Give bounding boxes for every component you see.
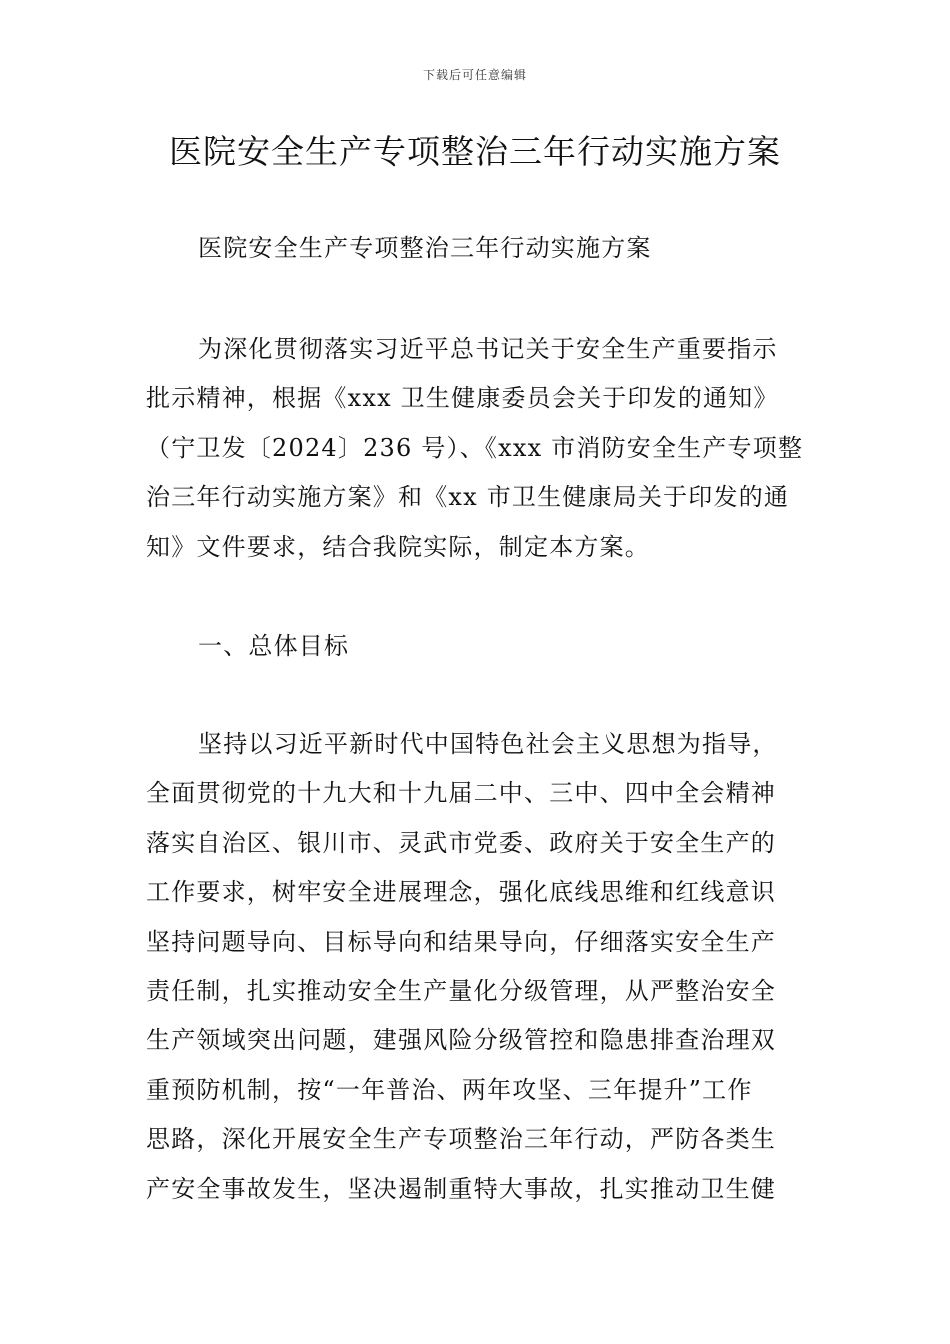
paragraph-line: 知》文件要求，结合我院实际，制定本方案。 <box>146 532 650 561</box>
paragraph-line: 重预防机制，按“一年普治、两年攻坚、三年提升”工作 <box>146 1075 753 1104</box>
paragraph-line: 批示精神，根据《xxx 卫生健康委员会关于印发的通知》 <box>146 384 779 413</box>
intro-paragraph <box>146 325 812 572</box>
paragraph-line: 责任制，扎实推动安全生产量化分级管理，从严整治安全 <box>146 977 776 1006</box>
section-heading <box>146 622 812 671</box>
paragraph-line: 思路，深化开展安全生产专项整治三年行动，严防各类生 <box>146 1125 776 1154</box>
paragraph-line: 治三年行动实施方案》和《xx 市卫生健康局关于印发的通 <box>146 483 790 512</box>
paragraph-line: 工作要求，树牢安全进展理念，强化底线思维和红线意识 <box>146 878 776 907</box>
paragraph-line: （宁卫发〔2024〕236 号）、《xxx 市消防安全生产专项整 <box>146 433 804 462</box>
goal-paragraph <box>146 720 812 1214</box>
paragraph-line: 坚持以习近平新时代中国特色社会主义思想为指导， <box>198 730 778 758</box>
paragraph-line: 产安全事故发生，坚决遏制重特大事故，扎实推动卫生健 <box>146 1174 776 1203</box>
paragraph-line: 全面贯彻党的十九大和十九届二中、三中、四中全会精神 <box>146 779 776 808</box>
subtitle-text: 医院安全生产专项整治三年行动实施方案 <box>198 234 652 262</box>
document-title: 医院安全生产专项整治三年行动实施方案 <box>169 132 781 171</box>
paragraph-line: 为深化贯彻落实习近平总书记关于安全生产重要指示 <box>198 335 778 363</box>
paragraph-line: 落实自治区、银川市、灵武市党委、政府关于安全生产的 <box>146 828 776 857</box>
document-subtitle <box>146 224 812 273</box>
paragraph-line: 坚持问题导向、目标导向和结果导向，仔细落实安全生产 <box>146 927 776 956</box>
header-note: 下载后可任意编辑 <box>422 68 527 82</box>
paragraph-line: 生产领域突出问题，建强风险分级管控和隐患排查治理双 <box>146 1026 776 1055</box>
section-heading-text: 一、总体目标 <box>198 632 350 660</box>
